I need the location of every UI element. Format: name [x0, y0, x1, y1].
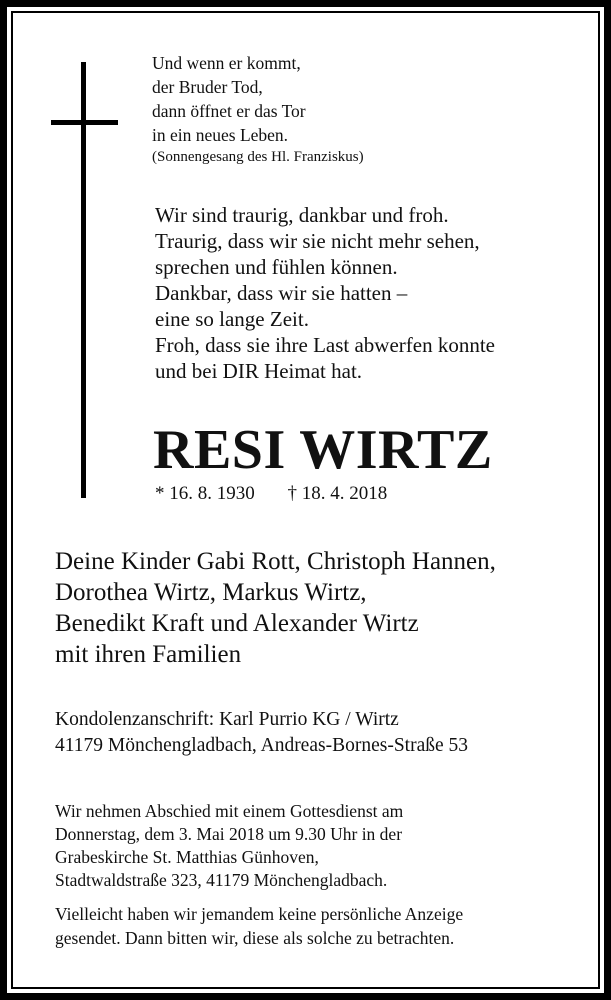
- verse-line: und bei DIR Heimat hat.: [155, 359, 363, 383]
- deceased-name: RESI WIRTZ: [153, 419, 493, 481]
- note-line: Vielleicht haben wir jemandem keine persönliche Anzeige: [55, 904, 464, 924]
- family-line: Dorothea Wirtz, Markus Wirtz,: [55, 579, 367, 606]
- family: [55, 546, 496, 670]
- verse-line: Traurig, dass wir sie nicht mehr sehen,: [155, 229, 480, 253]
- note-line: gesendet. Dann bitten wir, diese als solche zu betrachten.: [55, 928, 455, 948]
- verse-line: Dankbar, dass wir sie hatten –: [155, 281, 408, 305]
- poem: [152, 51, 364, 167]
- life-dates: [155, 482, 415, 506]
- condolence-line: 41179 Mönchengladbach, Andreas-Bornes-Straße 53: [55, 734, 469, 756]
- family-line: Deine Kinder Gabi Rott, Christoph Hannen,: [55, 548, 496, 575]
- poem-line: dann öffnet er das Tor: [152, 101, 306, 121]
- family-line: mit ihren Familien: [55, 641, 242, 668]
- verse: [155, 202, 495, 384]
- family-line: Benedikt Kraft und Alexander Wirtz: [55, 610, 419, 637]
- closing-note: [55, 902, 463, 950]
- cross-icon: [81, 62, 86, 498]
- cross-icon-bar: [51, 120, 118, 125]
- service-line: Grabeskirche St. Matthias Günhoven,: [55, 847, 319, 867]
- poem-line: Und wenn er kommt,: [152, 53, 301, 73]
- service-line: Donnerstag, dem 3. Mai 2018 um 9.30 Uhr in der: [55, 824, 403, 844]
- condolence-line: Kondolenzanschrift: Karl Purrio KG / Wirtz: [55, 709, 399, 730]
- condolence-address: [55, 707, 468, 758]
- service-line: Stadtwaldstraße 323, 41179 Mönchengladbach.: [55, 870, 388, 890]
- poem-source: (Sonnengesang des Hl. Franziskus): [152, 149, 364, 165]
- poem-line: in ein neues Leben.: [152, 125, 289, 145]
- service-line: Wir nehmen Abschied mit einem Gottesdienst am: [55, 801, 404, 821]
- death-date: † 18. 4. 2018: [287, 483, 388, 504]
- verse-line: Froh, dass sie ihre Last abwerfen konnte: [155, 333, 495, 357]
- verse-line: eine so lange Zeit.: [155, 307, 309, 331]
- birth-date: * 16. 8. 1930: [155, 483, 255, 504]
- verse-line: sprechen und fühlen können.: [155, 255, 398, 279]
- verse-line: Wir sind traurig, dankbar und froh.: [155, 203, 449, 227]
- poem-line: der Bruder Tod,: [152, 77, 263, 97]
- service-info: [55, 800, 403, 892]
